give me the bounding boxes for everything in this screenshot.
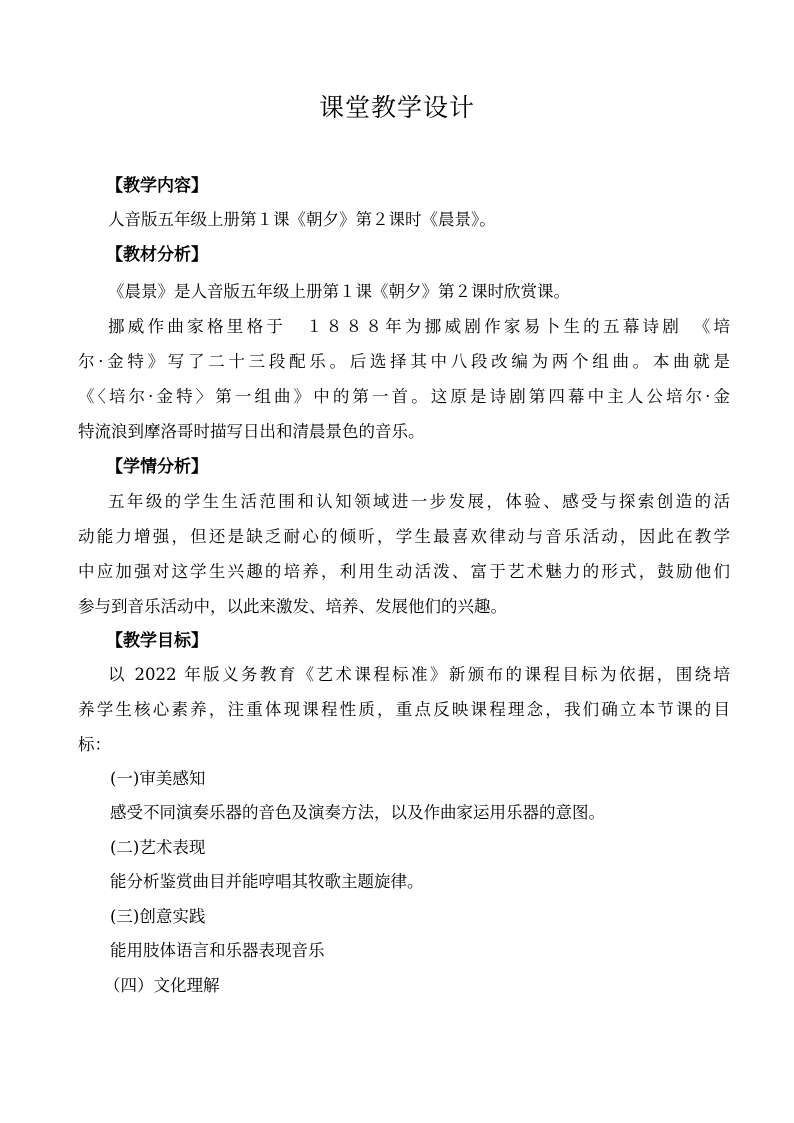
goals-intro-line: 养学生核心素养，注重体现课程性质，重点反映课程理念，我们确立本节课的目 bbox=[78, 700, 730, 719]
material-para2-line: 尔·金特》写了二十三段配乐。后选择其中八段改编为两个组曲。本曲就是 bbox=[78, 352, 730, 371]
material-para2-line: 挪威作曲家格里格于 １８８８年为挪威剧作家易卜生的五幕诗剧 《培 bbox=[108, 317, 730, 336]
goal-label-expression: (二)艺术表现 bbox=[110, 838, 206, 857]
section-heading-goals: 【教学目标】 bbox=[106, 631, 208, 651]
learner-line: 中应加强对这学生兴趣的培养，利用生动活泼、富于艺术魅力的形式，鼓励他们 bbox=[78, 562, 730, 581]
content-text: 人音版五年级上册第１课《朝夕》第２课时《晨景》。 bbox=[108, 210, 496, 229]
material-para2-line: 特流浪到摩洛哥时描写日出和清晨景色的音乐。 bbox=[78, 422, 425, 441]
goal-label-aesthetic: (一)审美感知 bbox=[110, 769, 206, 788]
goals-intro-line: 标： bbox=[78, 735, 111, 754]
goal-text-aesthetic: 感受不同演奏乐器的音色及演奏方法，以及作曲家运用乐器的意图。 bbox=[110, 803, 605, 822]
learner-line: 动能力增强，但还是缺乏耐心的倾听，学生最喜欢律动与音乐活动，因此在教学 bbox=[78, 527, 730, 546]
goal-label-creative: (三)创意实践 bbox=[110, 907, 206, 926]
section-heading-learner: 【学情分析】 bbox=[106, 457, 208, 477]
learner-line: 参与到音乐活动中，以此来激发、培养、发展他们的兴趣。 bbox=[78, 597, 507, 616]
material-para1: 《晨景》是人音版五年级上册第１课《朝夕》第２课时欣赏课。 bbox=[108, 282, 570, 301]
goal-label-culture: （四）文化理解 bbox=[104, 976, 220, 995]
page-title: 课堂教学设计 bbox=[318, 93, 475, 122]
goals-intro-line: 以 2022 年版义务教育《艺术课程标准》新颁布的课程目标为依据，围绕培 bbox=[108, 665, 730, 684]
section-heading-material: 【教材分析】 bbox=[106, 245, 208, 265]
learner-line: 五年级的学生生活范围和认知领域进一步发展，体验、感受与探索创造的活 bbox=[108, 492, 730, 511]
material-para2-line: 《〈培尔·金特〉第一组曲》中的第一首。这原是诗剧第四幕中主人公培尔·金 bbox=[78, 387, 730, 406]
section-heading-content: 【教学内容】 bbox=[106, 176, 208, 196]
goal-text-creative: 能用肢体语言和乐器表现音乐 bbox=[110, 941, 325, 960]
goal-text-expression: 能分析鉴赏曲目并能哼唱其牧歌主题旋律。 bbox=[110, 872, 424, 891]
